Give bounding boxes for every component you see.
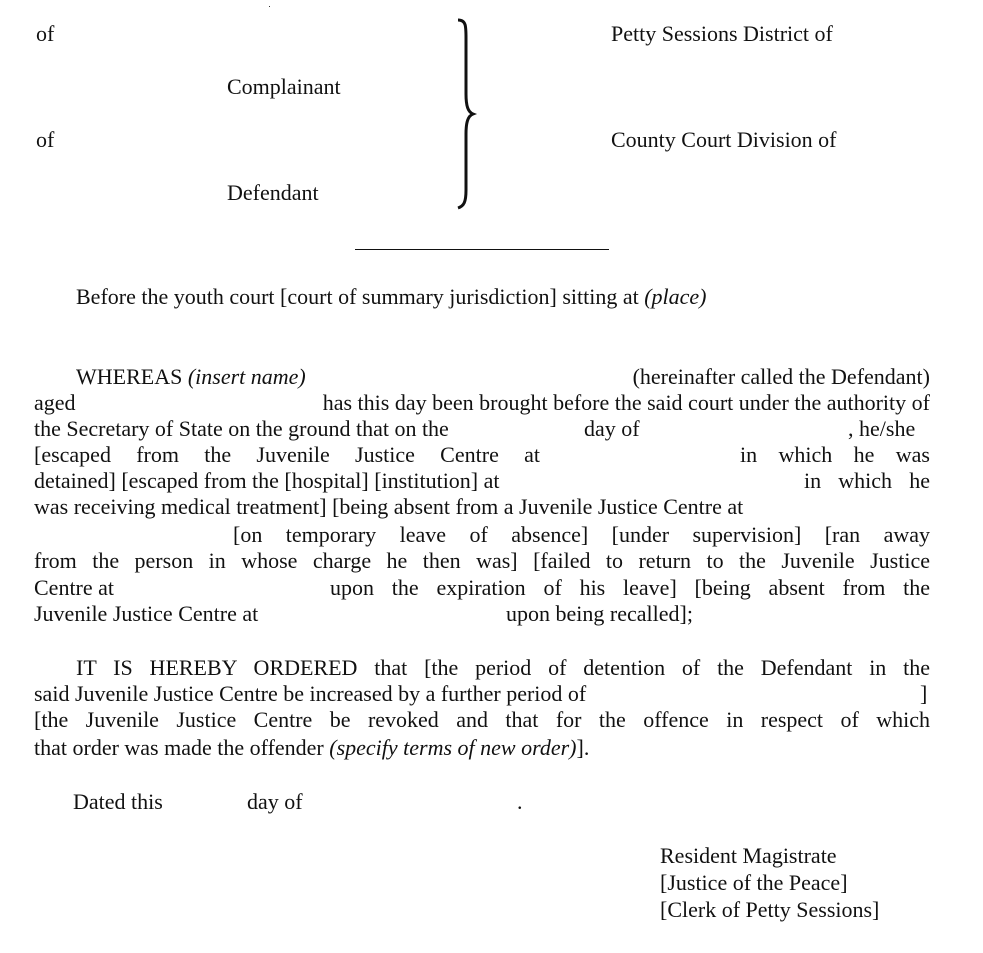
county-court-division-label: County Court Division of (611, 127, 837, 152)
whereas-line-4-start: [escaped from the Juvenile Justice Centre at (34, 442, 540, 467)
whereas-line-5-start: detained] [escaped from the [hospital] [institution] at (34, 468, 500, 493)
ordered-line-2-start: said Juvenile Justice Centre be increased by a further period of (34, 681, 587, 706)
separator-rule (355, 249, 609, 250)
whereas-line-2-start: aged (34, 390, 76, 415)
whereas-line-1-end: (hereinafter called the Defendant) (632, 364, 930, 389)
before-court-text: Before the youth court [court of summary jurisdiction] sitting at (76, 284, 645, 309)
clerk-of-petty-sessions-label: [Clerk of Petty Sessions] (660, 897, 880, 922)
defendant-of-label: of (36, 127, 55, 152)
ordered-line-2-end: ] (920, 681, 928, 706)
petty-sessions-district-label: Petty Sessions District of (611, 21, 833, 46)
complainant-label: Complainant (227, 74, 341, 99)
specify-terms-placeholder: (specify terms of new order) (329, 735, 577, 760)
before-court-line (76, 284, 707, 310)
whereas-line-1-start (76, 364, 306, 390)
resident-magistrate-label: Resident Magistrate (660, 843, 837, 868)
ordered-line-4-close: ]. (576, 735, 590, 760)
ordered-line-4-text: that order was made the offender (34, 735, 330, 760)
whereas-line-9-end: upon the expiration of his leave] [being absent from the (330, 575, 930, 600)
place-placeholder: (place) (644, 284, 707, 309)
speck-mark (269, 6, 270, 7)
whereas-line-2-end: has this day been brought before the said court under the authority of (322, 390, 930, 415)
dated-period: . (517, 789, 523, 814)
justice-of-the-peace-label: [Justice of the Peace] (660, 870, 848, 895)
whereas-line-8: from the person in whose charge he then was] [failed to return to the Juvenile Justice (34, 548, 930, 573)
insert-name-placeholder: (insert name) (187, 364, 306, 389)
whereas-line-3-day-of: day of (584, 416, 640, 441)
whereas-line-4-end: in which he was (740, 442, 930, 467)
complainant-of-label: of (36, 21, 55, 46)
whereas-line-3-start: the Secretary of State on the ground that on the (34, 416, 449, 441)
ordered-line-4 (34, 735, 589, 761)
dated-day-of-label: day of (247, 789, 303, 814)
whereas-line-3-end: , he/she (848, 416, 916, 441)
whereas-line-7: [on temporary leave of absence] [under supervision] [ran away (233, 522, 930, 547)
dated-this-label: Dated this (73, 789, 163, 814)
defendant-label: Defendant (227, 180, 319, 205)
ordered-line-1: IT IS HEREBY ORDERED that [the period of detention of the Defendant in the (76, 655, 930, 680)
whereas-keyword: WHEREAS (76, 364, 188, 389)
whereas-line-10-end: upon being recalled]; (506, 601, 693, 626)
ordered-line-3: [the Juvenile Justice Centre be revoked and that for the offence in respect of which (34, 707, 930, 732)
whereas-line-6: was receiving medical treatment] [being absent from a Juvenile Justice Centre at (34, 494, 744, 519)
whereas-line-10-start: Juvenile Justice Centre at (34, 601, 259, 626)
whereas-line-9-start: Centre at (34, 575, 115, 600)
whereas-line-5-end: in which he (804, 468, 930, 493)
right-brace-icon (448, 16, 478, 212)
